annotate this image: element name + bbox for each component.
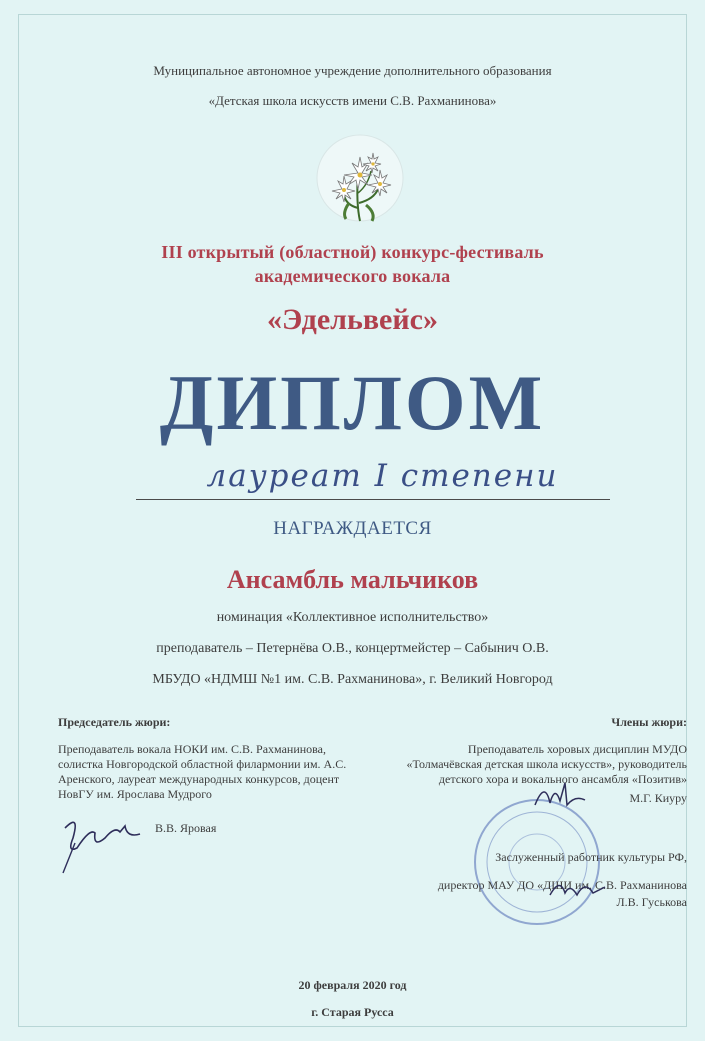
- jury-member-1-desc-line: «Толмачёвская детская школа искусств», руководитель: [406, 757, 687, 771]
- jury-member-1-desc-line: Преподаватель хоровых дисциплин МУДО: [467, 742, 687, 756]
- diploma-title: ДИПЛОМ: [159, 359, 546, 446]
- institution-line-2: «Детская школа искусств имени С.В. Рахманинова»: [208, 93, 497, 108]
- jury-members-label: Члены жюри:: [611, 715, 687, 729]
- award-city: г. Старая Русса: [311, 1005, 394, 1019]
- teachers: преподаватель – Петернёва О.В., концертмейстер – Сабынич О.В.: [156, 641, 549, 656]
- member-1-signature: [525, 775, 595, 815]
- jury-chair-name: В.В. Яровая: [155, 821, 217, 835]
- chair-signature: [55, 808, 145, 878]
- jury-chair-desc-line: солистка Новгородской областной филармонии им. А.С.: [58, 757, 347, 771]
- jury-chair-label: Председатель жюри:: [58, 715, 171, 729]
- jury-chair-desc-line: НовГУ им. Ярослава Мудрого: [58, 787, 212, 801]
- contest-name: «Эдельвейс»: [267, 303, 438, 336]
- awarded-label: НАГРАЖДАЕТСЯ: [273, 518, 432, 539]
- award-date: 20 февраля 2020 год: [298, 978, 407, 992]
- jury-chair-description: [58, 742, 378, 802]
- jury-member-2-name: Л.В. Гуськова: [616, 895, 687, 909]
- institution-line-1: Муниципальное автономное учреждение дополнительного образования: [153, 63, 552, 78]
- edelweiss-emblem-icon: [316, 133, 404, 223]
- nomination: номинация «Коллективное исполнительство»: [216, 610, 489, 625]
- jury-member-2-desc-line: директор МАУ ДО «ДШИ им. С.В. Рахманинова: [437, 878, 687, 892]
- jury-member-1-desc-line: детского хора и вокального ансамбля «Позитив»: [438, 772, 687, 786]
- degree-underline: [136, 499, 610, 500]
- jury-member-1-name: М.Г. Киуру: [629, 791, 687, 805]
- school: МБУДО «НДМШ №1 им. С.В. Рахманинова», г. Великий Новгород: [152, 672, 553, 687]
- jury-member-2-description: [387, 843, 687, 899]
- degree-handwritten: лауреат I степени: [206, 458, 559, 494]
- contest-title-line-1: III открытый (областной) конкурс-фестиваль: [161, 242, 544, 262]
- member-2-signature: [545, 875, 615, 905]
- jury-member-2-desc-line: Заслуженный работник культуры РФ,: [495, 850, 687, 864]
- contest-title-line-2: академического вокала: [254, 266, 451, 286]
- recipient-name: Ансамбль мальчиков: [226, 565, 479, 594]
- jury-chair-desc-line: Аренского, лауреат международных конкурсов, доцент: [58, 772, 340, 786]
- jury-chair-desc-line: Преподаватель вокала НОКИ им. С.В. Рахманинова,: [58, 742, 326, 756]
